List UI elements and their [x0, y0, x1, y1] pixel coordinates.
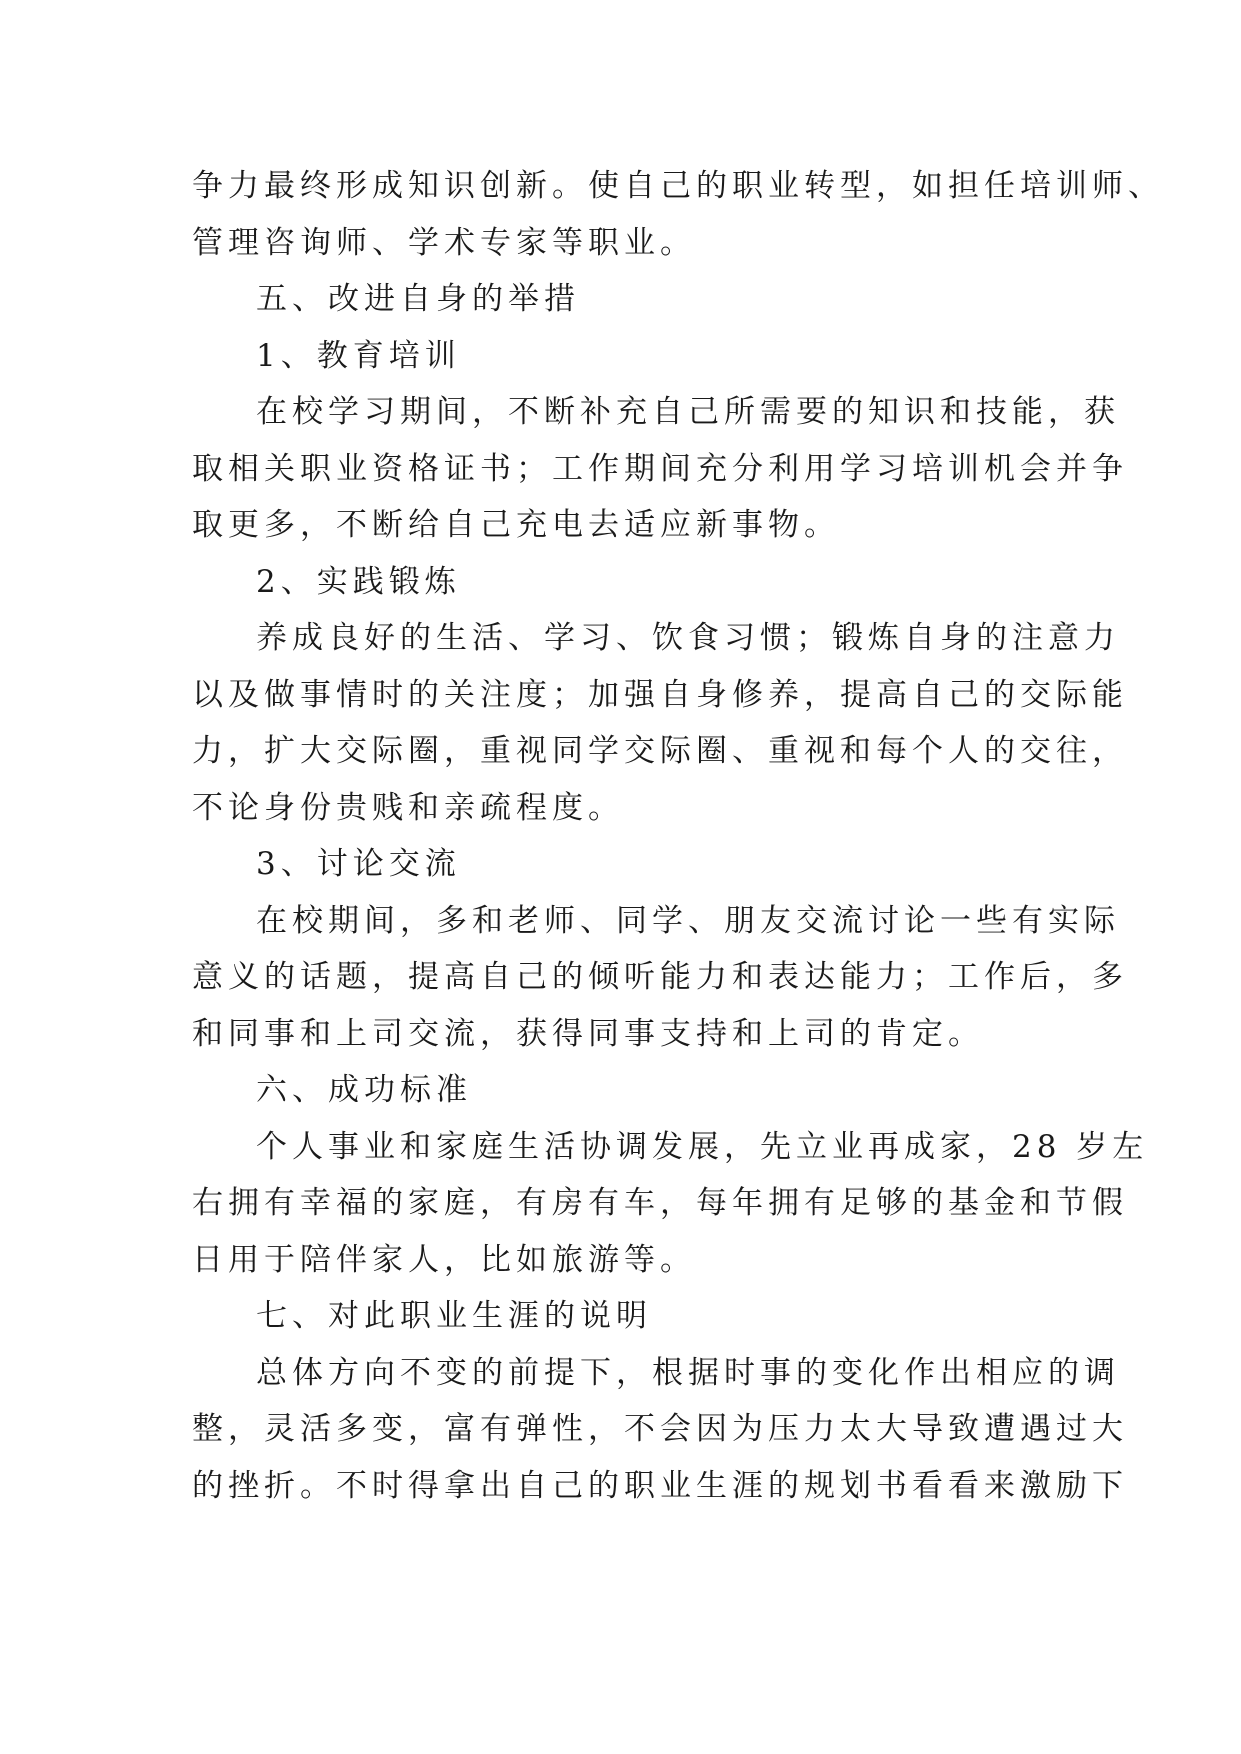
paragraph-line: 以及做事情时的关注度；加强自身修养，提高自己的交际能 — [192, 676, 1128, 713]
paragraph-line: 整，灵活多变，富有弹性，不会因为压力太大导致遭遇过大 — [192, 1411, 1128, 1447]
paragraph-line: 取更多，不断给自己充电去适应新事物。 — [192, 507, 840, 543]
section-heading-7: 七、对此职业生涯的说明 — [256, 1298, 652, 1334]
paragraph-line: 取相关职业资格证书；工作期间充分利用学习培训机会并争 — [192, 450, 1128, 487]
document-body — [192, 158, 1164, 1514]
subheading-education-training: 1、教育培训 — [256, 337, 461, 374]
paragraph-line: 管理咨询师、学术专家等职业。 — [192, 224, 696, 261]
paragraph-line: 右拥有幸福的家庭，有房有车，每年拥有足够的基金和节假 — [192, 1185, 1128, 1221]
subheading-practice: 2、实践锻炼 — [256, 563, 461, 600]
paragraph-line: 日用于陪伴家人，比如旅游等。 — [192, 1241, 696, 1278]
paragraph-line: 在校期间，多和老师、同学、朋友交流讨论一些有实际 — [256, 902, 1120, 939]
section-heading-6: 六、成功标准 — [256, 1072, 472, 1108]
paragraph-line: 力，扩大交际圈，重视同学交际圈、重视和每个人的交往， — [192, 733, 1128, 769]
paragraph-line: 和同事和上司交流，获得同事支持和上司的肯定。 — [192, 1015, 984, 1052]
paragraph-line: 在校学习期间，不断补充自己所需要的知识和技能，获 — [256, 394, 1120, 430]
paragraph-line: 意义的话题，提高自己的倾听能力和表达能力；工作后，多 — [192, 959, 1128, 995]
subheading-discussion: 3、讨论交流 — [256, 846, 461, 882]
paragraph-line: 养成良好的生活、学习、饮食习惯；锻炼自身的注意力 — [256, 620, 1120, 656]
paragraph-line: 不论身份贵贱和亲疏程度。 — [192, 789, 624, 826]
paragraph-line: 个人事业和家庭生活协调发展，先立业再成家，28 岁左 — [256, 1128, 1149, 1165]
section-heading-5: 五、改进自身的举措 — [256, 281, 580, 317]
paragraph-line: 争力最终形成知识创新。使自己的职业转型，如担任培训师、 — [192, 168, 1164, 204]
paragraph-line: 的挫折。不时得拿出自己的职业生涯的规划书看看来激励下 — [192, 1467, 1128, 1504]
paragraph-line: 总体方向不变的前提下，根据时事的变化作出相应的调 — [256, 1354, 1120, 1391]
